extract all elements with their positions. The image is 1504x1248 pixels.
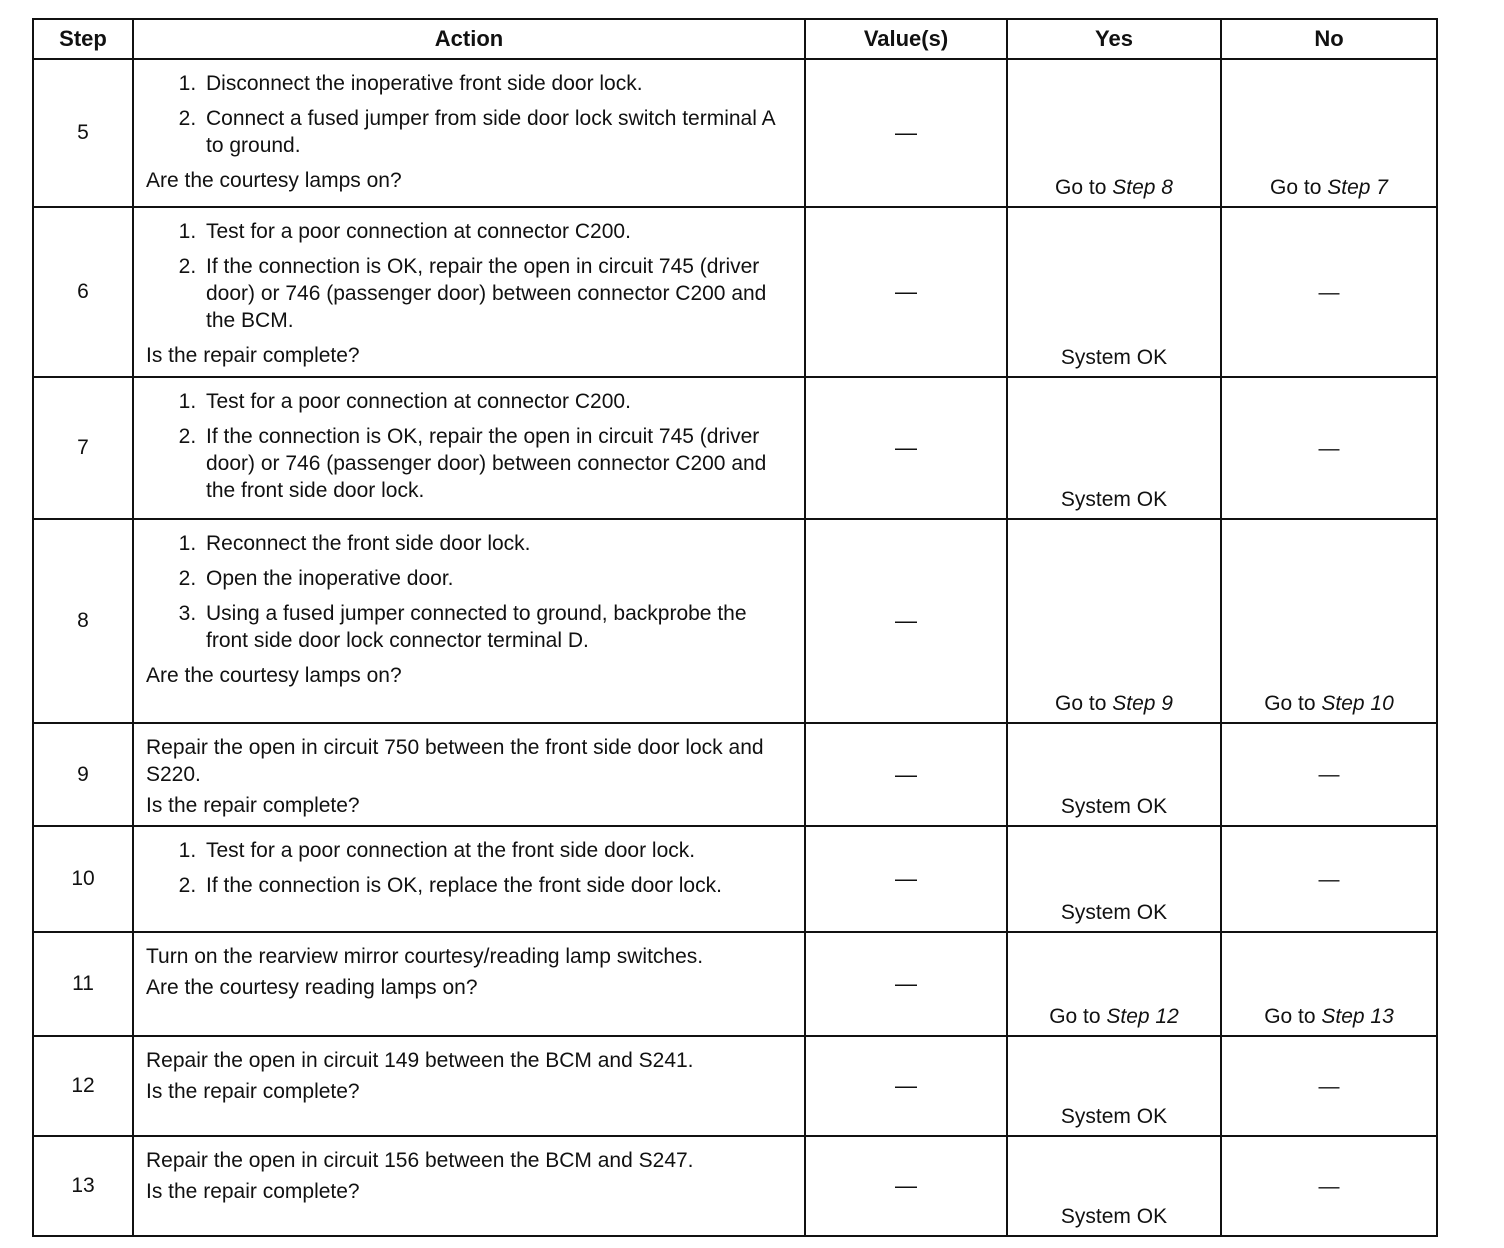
action-step: 3. Using a fused jumper connected to ground, backprobe the front side door lock connector terminal D. [202, 600, 792, 654]
action-steps [146, 530, 792, 654]
yes-prefix: Go to [1055, 176, 1113, 199]
action-step: 1. Reconnect the front side door lock. [202, 530, 792, 557]
no-step-ref: Step 7 [1327, 176, 1388, 199]
action-steps [146, 388, 792, 504]
value-cell: — [805, 1136, 1007, 1236]
no-cell [1221, 59, 1437, 207]
action-question: Is the repair complete? [146, 344, 360, 367]
yes-step-ref: Step 9 [1112, 692, 1173, 715]
action-cell [133, 207, 805, 377]
action-step: 2. Open the inoperative door. [202, 565, 792, 592]
action-step: 2. Connect a fused jumper from side door lock switch terminal A to ground. [202, 105, 792, 159]
value-cell: — [805, 723, 1007, 826]
yes-cell: System OK [1007, 207, 1221, 377]
action-question: Is the repair complete? [146, 1080, 360, 1103]
action-cell [133, 59, 805, 207]
table-row [33, 1136, 1437, 1236]
action-text: Repair the open in circuit 750 between the front side door lock and S220. [146, 736, 764, 786]
no-prefix: Go to [1270, 176, 1328, 199]
action-question: Is the repair complete? [146, 794, 360, 817]
action-step: 2. If the connection is OK, repair the open in circuit 745 (driver door) or 746 (passenger door) between connector C200 and the BCM. [202, 253, 792, 334]
action-question: Is the repair complete? [146, 1180, 360, 1203]
action-text: Repair the open in circuit 156 between the BCM and S247. [146, 1149, 694, 1172]
action-steps [146, 70, 792, 159]
action-step: 1. Test for a poor connection at connector C200. [202, 218, 792, 245]
action-step: 2. If the connection is OK, replace the front side door lock. [202, 872, 792, 899]
no-cell: — [1221, 826, 1437, 932]
action-steps [146, 837, 792, 899]
no-prefix: Go to [1264, 692, 1322, 715]
value-cell: — [805, 377, 1007, 519]
table-row [33, 826, 1437, 932]
header-row [33, 19, 1437, 59]
no-cell: — [1221, 377, 1437, 519]
value-cell: — [805, 59, 1007, 207]
value-cell: — [805, 826, 1007, 932]
action-text: Repair the open in circuit 149 between the BCM and S241. [146, 1049, 694, 1072]
yes-prefix: Go to [1049, 1005, 1107, 1028]
step-number: 9 [33, 723, 133, 826]
header-values: Value(s) [805, 19, 1007, 59]
header-no: No [1221, 19, 1437, 59]
no-cell: — [1221, 207, 1437, 377]
step-number: 6 [33, 207, 133, 377]
action-cell [133, 377, 805, 519]
table-row [33, 932, 1437, 1036]
table-row [33, 377, 1437, 519]
table-row [33, 1036, 1437, 1136]
value-cell: — [805, 207, 1007, 377]
action-steps [146, 218, 792, 334]
header-action: Action [133, 19, 805, 59]
table-row [33, 59, 1437, 207]
yes-cell: System OK [1007, 1136, 1221, 1236]
step-number: 5 [33, 59, 133, 207]
diagnostic-table-page [32, 18, 1436, 1232]
step-number: 12 [33, 1036, 133, 1136]
action-cell [133, 1036, 805, 1136]
step-number: 11 [33, 932, 133, 1036]
step-number: 8 [33, 519, 133, 723]
action-cell [133, 826, 805, 932]
no-cell: — [1221, 1136, 1437, 1236]
yes-cell [1007, 59, 1221, 207]
yes-cell [1007, 932, 1221, 1036]
no-cell: — [1221, 723, 1437, 826]
value-cell: — [805, 932, 1007, 1036]
action-question: Are the courtesy lamps on? [146, 664, 402, 687]
header-step: Step [33, 19, 133, 59]
action-cell [133, 723, 805, 826]
yes-cell: System OK [1007, 1036, 1221, 1136]
yes-cell: System OK [1007, 826, 1221, 932]
yes-cell: System OK [1007, 377, 1221, 519]
action-step: 1. Test for a poor connection at the front side door lock. [202, 837, 792, 864]
action-cell [133, 519, 805, 723]
no-cell [1221, 932, 1437, 1036]
action-cell [133, 1136, 805, 1236]
step-number: 7 [33, 377, 133, 519]
action-question: Are the courtesy reading lamps on? [146, 976, 478, 999]
table-row [33, 519, 1437, 723]
value-cell: — [805, 1036, 1007, 1136]
no-cell: — [1221, 1036, 1437, 1136]
yes-prefix: Go to [1055, 692, 1113, 715]
table-row [33, 207, 1437, 377]
action-question: Are the courtesy lamps on? [146, 169, 402, 192]
yes-step-ref: Step 8 [1112, 176, 1173, 199]
value-cell: — [805, 519, 1007, 723]
header-yes: Yes [1007, 19, 1221, 59]
no-step-ref: Step 10 [1321, 692, 1394, 715]
action-step: 1. Test for a poor connection at connector C200. [202, 388, 792, 415]
step-number: 13 [33, 1136, 133, 1236]
no-step-ref: Step 13 [1321, 1005, 1394, 1028]
action-step: 1. Disconnect the inoperative front side door lock. [202, 70, 792, 97]
yes-cell: System OK [1007, 723, 1221, 826]
action-step: 2. If the connection is OK, repair the open in circuit 745 (driver door) or 746 (passenger door) between connector C200 and the front side door lock. [202, 423, 792, 504]
action-cell [133, 932, 805, 1036]
yes-cell [1007, 519, 1221, 723]
action-text: Turn on the rearview mirror courtesy/reading lamp switches. [146, 945, 704, 968]
no-cell [1221, 519, 1437, 723]
diagnostic-table [32, 18, 1438, 1237]
step-number: 10 [33, 826, 133, 932]
no-prefix: Go to [1264, 1005, 1322, 1028]
table-row [33, 723, 1437, 826]
yes-step-ref: Step 12 [1106, 1005, 1179, 1028]
